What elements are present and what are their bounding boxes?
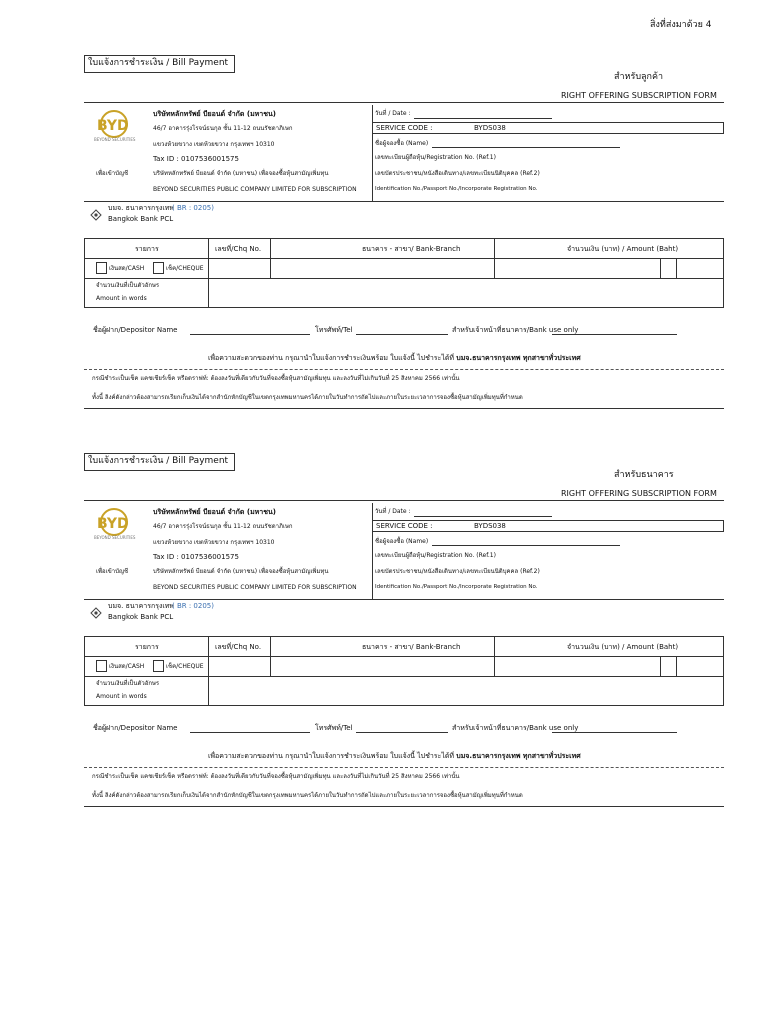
cash-label: เงินสด/CASH — [109, 265, 145, 272]
table-col-line — [270, 238, 271, 278]
name-label: ชื่อผู้จองซื้อ (Name) — [375, 140, 429, 147]
footer-rule — [84, 408, 724, 409]
tax-id: Tax ID : 0107536001575 — [153, 155, 239, 163]
convenience-note-bank: บมจ.ธนาคารกรุงเทพ ทุกสาขาทั่วประเทศ — [456, 752, 581, 760]
bank-name-th: บมจ. ธนาคารกรุงเทพ — [108, 204, 175, 212]
table-col-line — [270, 636, 271, 676]
column-divider — [372, 503, 373, 599]
account-name-th: บริษัทหลักทรัพย์ บียอนด์ จำกัด (มหาชน) เพื่อจองซื้อหุ้นสามัญเพิ่มทุน — [153, 568, 329, 575]
amount-in-words-en: Amount in words — [96, 693, 147, 700]
header-rule — [84, 500, 724, 501]
tax-id: Tax ID : 0107536001575 — [153, 553, 239, 561]
table-col-line — [494, 636, 495, 676]
bank-name-en: Bangkok Bank PCL — [108, 215, 174, 223]
column-divider — [372, 105, 373, 201]
depositor-label: ชื่อผู้ฝาก/Depositor Name — [93, 724, 178, 732]
service-code-value: BYDS038 — [474, 522, 506, 530]
tel-label: โทรศัพท์/Tel — [315, 724, 353, 732]
copy-label: สำหรับธนาคาร — [614, 470, 674, 480]
col-bank-branch: ธนาคาร - สาขา/ Bank-Branch — [362, 245, 461, 253]
bank-use-field[interactable] — [552, 732, 677, 733]
cash-checkbox[interactable] — [96, 262, 107, 274]
depositor-label: ชื่อผู้ฝาก/Depositor Name — [93, 326, 178, 334]
bank-icon — [90, 604, 102, 623]
form-name: RIGHT OFFERING SUBSCRIPTION FORM — [561, 91, 717, 100]
logo-subtext: BEYOND SECURITIES — [94, 137, 136, 142]
tel-label: โทรศัพท์/Tel — [315, 326, 353, 334]
ref2-english-label: Identification No./Passport No./Incorporate Registration No. — [375, 186, 538, 192]
company-name-th: บริษัทหลักทรัพย์ บียอนด์ จำกัด (มหาชน) — [153, 110, 276, 118]
bank-use-label: สำหรับเจ้าหน้าที่ธนาคาร/Bank use only — [452, 724, 579, 732]
company-logo — [92, 506, 136, 542]
date-field[interactable] — [414, 516, 552, 517]
bank-branch-code: ( BR : 0205) — [172, 204, 214, 212]
col-amount: จำนวนเงิน (บาท) / Amount (Baht) — [567, 643, 679, 651]
name-field[interactable] — [432, 545, 620, 546]
convenience-note — [208, 354, 581, 363]
col-item: รายการ — [135, 643, 159, 651]
header-bottom-rule — [84, 201, 724, 202]
form-name: RIGHT OFFERING SUBSCRIPTION FORM — [561, 489, 717, 498]
service-code-label: SERVICE CODE : — [376, 522, 433, 530]
bank-name-en: Bangkok Bank PCL — [108, 613, 174, 621]
logo-text: BYD — [97, 118, 129, 134]
dashed-separator — [84, 369, 724, 370]
depositor-field[interactable] — [190, 732, 310, 733]
date-label: วันที่ / Date : — [375, 110, 411, 117]
header-rule — [84, 102, 724, 103]
bank-use-field[interactable] — [552, 334, 677, 335]
table-col-line — [660, 656, 661, 676]
account-name-en: BEYOND SECURITIES PUBLIC COMPANY LIMITED FOR SUBSCRIPTION — [153, 186, 357, 193]
ref2-english-label: Identification No./Passport No./Incorporate Registration No. — [375, 584, 538, 590]
tel-field[interactable] — [356, 334, 448, 335]
bill-payment-bank-copy — [0, 450, 770, 840]
convenience-note-text: เพื่อความสะดวกของท่าน กรุณานำใบแจ้งการชำระเงินพร้อม ใบแจ้งนี้ ไปชำระได้ที่ — [208, 354, 455, 362]
table-col-line — [676, 656, 677, 676]
header-bottom-rule — [84, 599, 724, 600]
depositor-field[interactable] — [190, 334, 310, 335]
table-header-rule — [84, 656, 724, 657]
account-name-en: BEYOND SECURITIES PUBLIC COMPANY LIMITED FOR SUBSCRIPTION — [153, 584, 357, 591]
convenience-note-bank: บมจ.ธนาคารกรุงเทพ ทุกสาขาทั่วประเทศ — [456, 354, 581, 362]
account-label: เพื่อเข้าบัญชี — [96, 170, 129, 177]
cheque-checkbox[interactable] — [153, 262, 164, 274]
cheque-note: กรณีชำระเป็นเช็ค แคชเชียร์เช็ค หรือดราฟท์: ต้องลงวันที่เดียวกับวันที่จองซื้อหุ้นสามัญเพิ่มทุน และลงวันที่ไม่เกินวันที่ 25 สิงหาคม 2566 เท่านั้น — [92, 375, 460, 382]
attachment-number: สิ่งที่ส่งมาด้วย 4 — [650, 20, 712, 30]
ref2-label: เลขบัตรประชาชน/หนังสือเดินทาง/เลขทะเบียนนิติบุคคล (Ref.2) — [375, 568, 540, 575]
cheque-checkbox[interactable] — [153, 660, 164, 672]
name-label: ชื่อผู้จองซื้อ (Name) — [375, 538, 429, 545]
bill-payment-customer-copy — [0, 52, 770, 442]
table-header-rule — [84, 258, 724, 259]
address-line-2: แขวงห้วยขวาง เขตห้วยขวาง กรุงเทพฯ 10310 — [153, 141, 275, 148]
bank-use-label: สำหรับเจ้าหน้าที่ธนาคาร/Bank use only — [452, 326, 579, 334]
form-title: ใบแจ้งการชำระเงิน / Bill Payment — [88, 58, 229, 68]
dashed-separator — [84, 767, 724, 768]
copy-label: สำหรับลูกค้า — [614, 72, 664, 82]
ref1-label: เลขทะเบียนผู้ถือหุ้น/Registration No. (Ref.1) — [375, 154, 496, 161]
bank-icon — [90, 206, 102, 225]
col-chq-no: เลขที่/Chq No. — [215, 643, 262, 651]
table-col-line — [660, 258, 661, 278]
account-label: เพื่อเข้าบัญชี — [96, 568, 129, 575]
convenience-note — [208, 752, 581, 761]
cash-label: เงินสด/CASH — [109, 663, 145, 670]
company-name-th: บริษัทหลักทรัพย์ บียอนด์ จำกัด (มหาชน) — [153, 508, 276, 516]
date-label: วันที่ / Date : — [375, 508, 411, 515]
amount-in-words-th: จำนวนเงินที่เป็นตัวอักษร — [96, 680, 160, 687]
clearing-note: ทั้งนี้ ลิงค์ดังกล่าวต้องสามารถเรียกเก็บเงินได้จากสำนักหักบัญชีในเขตกรุงเทพมหานครได้ภายในวันทำการถัดไปและภายในระยะเวลาการจองซื้อหุ้นสามัญเพิ่มทุนที่กำหนด — [92, 792, 523, 799]
address-line-2: แขวงห้วยขวาง เขตห้วยขวาง กรุงเทพฯ 10310 — [153, 539, 275, 546]
amount-in-words-th: จำนวนเงินที่เป็นตัวอักษร — [96, 282, 160, 289]
table-row-rule — [84, 278, 724, 279]
footer-rule — [84, 806, 724, 807]
cheque-label: เช็ค/CHEQUE — [166, 265, 204, 272]
ref2-label: เลขบัตรประชาชน/หนังสือเดินทาง/เลขทะเบียนนิติบุคคล (Ref.2) — [375, 170, 540, 177]
col-chq-no: เลขที่/Chq No. — [215, 245, 262, 253]
form-title: ใบแจ้งการชำระเงิน / Bill Payment — [88, 456, 229, 466]
col-bank-branch: ธนาคาร - สาขา/ Bank-Branch — [362, 643, 461, 651]
tel-field[interactable] — [356, 732, 448, 733]
table-row-rule — [84, 676, 724, 677]
col-item: รายการ — [135, 245, 159, 253]
convenience-note-text: เพื่อความสะดวกของท่าน กรุณานำใบแจ้งการชำระเงินพร้อม ใบแจ้งนี้ ไปชำระได้ที่ — [208, 752, 455, 760]
cheque-label: เช็ค/CHEQUE — [166, 663, 204, 670]
name-field[interactable] — [432, 147, 620, 148]
table-col-line — [208, 636, 209, 706]
ref1-label: เลขทะเบียนผู้ถือหุ้น/Registration No. (Ref.1) — [375, 552, 496, 559]
table-col-line — [494, 238, 495, 278]
account-name-th: บริษัทหลักทรัพย์ บียอนด์ จำกัด (มหาชน) เพื่อจองซื้อหุ้นสามัญเพิ่มทุน — [153, 170, 329, 177]
clearing-note: ทั้งนี้ ลิงค์ดังกล่าวต้องสามารถเรียกเก็บเงินได้จากสำนักหักบัญชีในเขตกรุงเทพมหานครได้ภายในวันทำการถัดไปและภายในระยะเวลาการจองซื้อหุ้นสามัญเพิ่มทุนที่กำหนด — [92, 394, 523, 401]
table-col-line — [676, 258, 677, 278]
service-code-value: BYDS038 — [474, 124, 506, 132]
date-field[interactable] — [414, 118, 552, 119]
bank-branch-code: ( BR : 0205) — [172, 602, 214, 610]
service-code-label: SERVICE CODE : — [376, 124, 433, 132]
address-line-1: 46/7 อาคารรุ่งโรจน์ธนกุล ชั้น 11-12 ถนนรัชดาภิเษก — [153, 523, 293, 530]
logo-text: BYD — [97, 516, 129, 532]
amount-in-words-en: Amount in words — [96, 295, 147, 302]
logo-subtext: BEYOND SECURITIES — [94, 535, 136, 540]
table-col-line — [208, 238, 209, 308]
bank-name-th: บมจ. ธนาคารกรุงเทพ — [108, 602, 175, 610]
cheque-note: กรณีชำระเป็นเช็ค แคชเชียร์เช็ค หรือดราฟท์: ต้องลงวันที่เดียวกับวันที่จองซื้อหุ้นสามัญเพิ่มทุน และลงวันที่ไม่เกินวันที่ 25 สิงหาคม 2566 เท่านั้น — [92, 773, 460, 780]
cash-checkbox[interactable] — [96, 660, 107, 672]
company-logo — [92, 108, 136, 144]
col-amount: จำนวนเงิน (บาท) / Amount (Baht) — [567, 245, 679, 253]
address-line-1: 46/7 อาคารรุ่งโรจน์ธนกุล ชั้น 11-12 ถนนรัชดาภิเษก — [153, 125, 293, 132]
